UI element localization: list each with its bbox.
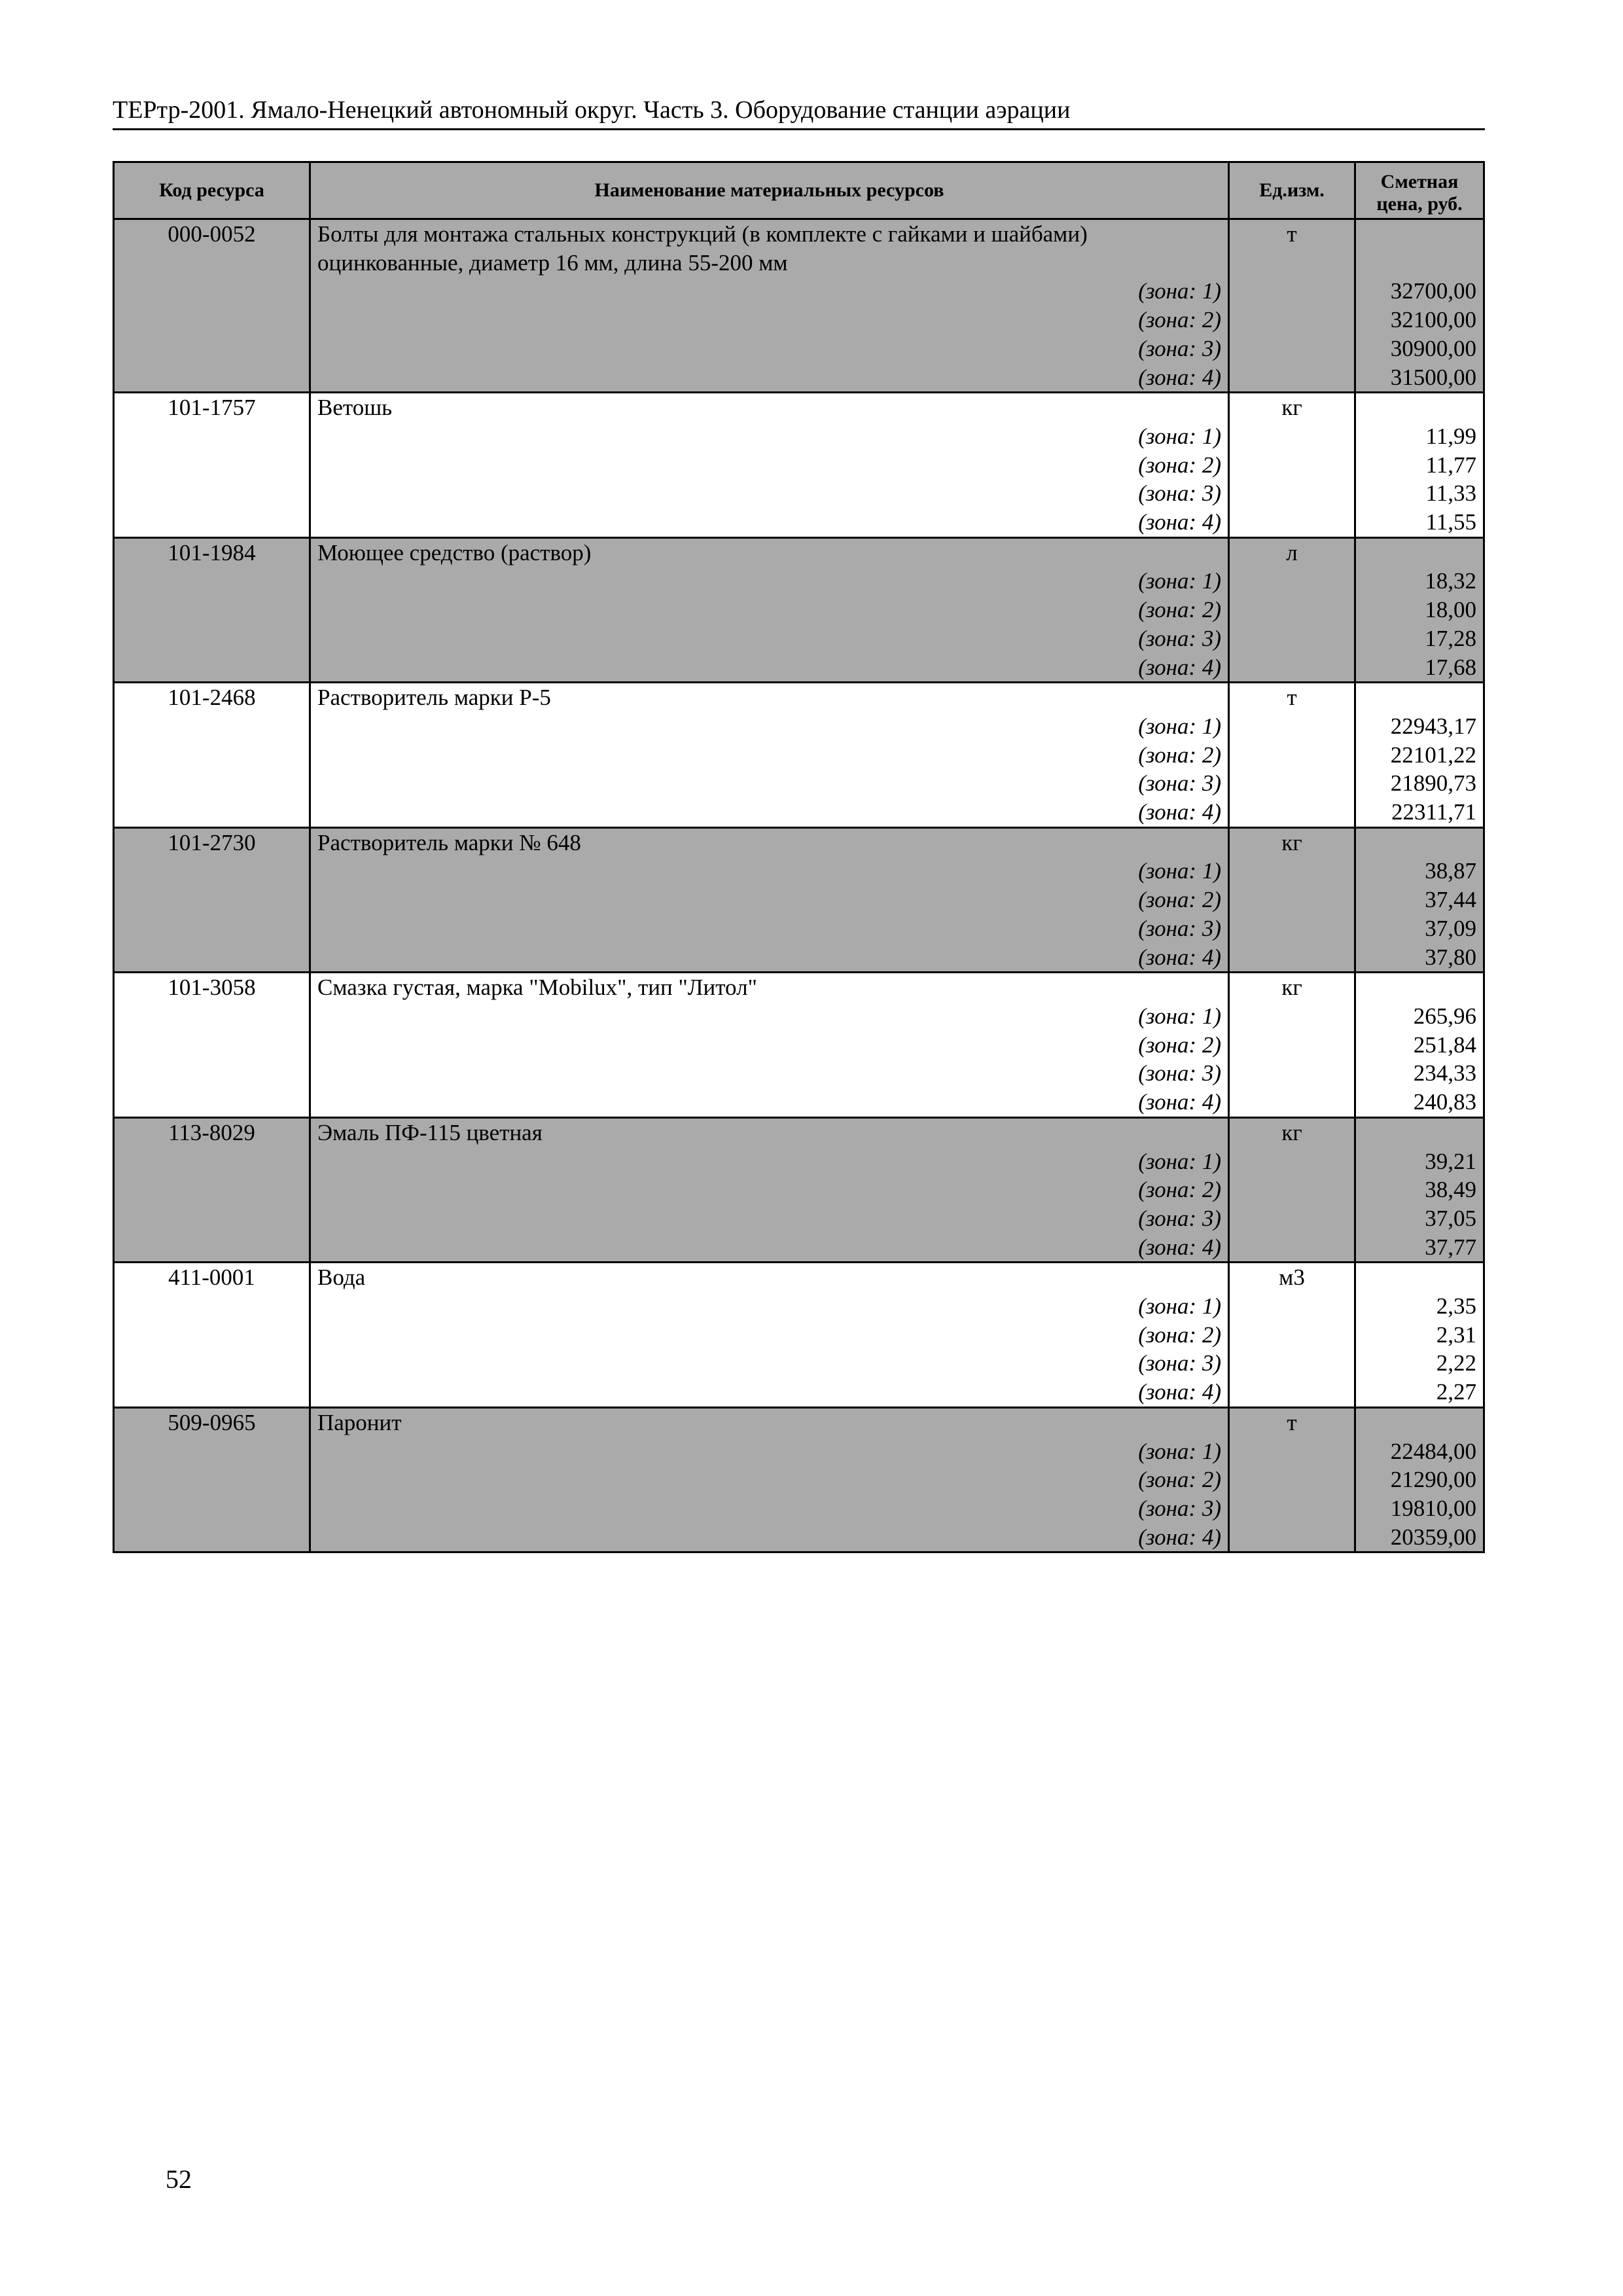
resource-group bbox=[114, 1263, 1484, 1408]
resource-unit-cell bbox=[1229, 277, 1355, 306]
zone-label: (зона: 2) bbox=[310, 451, 1229, 480]
resource-unit-cell bbox=[1229, 1321, 1355, 1350]
zone-price: 11,55 bbox=[1355, 508, 1484, 537]
resource-code-cell bbox=[114, 798, 310, 827]
zone-price: 39,21 bbox=[1355, 1147, 1484, 1176]
resource-unit-cell bbox=[1229, 508, 1355, 537]
resource-code-cell bbox=[114, 249, 310, 278]
resource-code-cell bbox=[114, 422, 310, 451]
zone-label: (зона: 2) bbox=[310, 306, 1229, 334]
table-header bbox=[114, 162, 1484, 219]
zone-label: (зона: 1) bbox=[310, 1147, 1229, 1176]
zone-label: (зона: 3) bbox=[310, 479, 1229, 508]
zone-price-row bbox=[114, 886, 1484, 914]
resource-unit-cell bbox=[1229, 653, 1355, 683]
table-row bbox=[114, 1407, 1484, 1437]
zone-price-row bbox=[114, 1147, 1484, 1176]
zone-price: 265,96 bbox=[1355, 1002, 1484, 1031]
resource-unit-cell bbox=[1229, 1437, 1355, 1466]
price-cell bbox=[1355, 393, 1484, 422]
resource-code-cell bbox=[114, 363, 310, 393]
resource-unit: кг bbox=[1229, 1117, 1355, 1147]
resource-name-line: Паронит bbox=[310, 1407, 1229, 1437]
price-cell bbox=[1355, 1117, 1484, 1147]
table-row bbox=[114, 537, 1484, 567]
zone-label: (зона: 1) bbox=[310, 1292, 1229, 1321]
resource-unit-cell bbox=[1229, 1088, 1355, 1117]
resource-unit: т bbox=[1229, 683, 1355, 712]
resource-group bbox=[114, 1407, 1484, 1552]
zone-price-row bbox=[114, 1002, 1484, 1031]
resource-unit: кг bbox=[1229, 393, 1355, 422]
zone-price-row bbox=[114, 479, 1484, 508]
zone-price-row bbox=[114, 624, 1484, 653]
zone-label: (зона: 1) bbox=[310, 422, 1229, 451]
resource-unit-cell bbox=[1229, 1031, 1355, 1060]
zone-price: 38,49 bbox=[1355, 1175, 1484, 1204]
zone-price-row bbox=[114, 741, 1484, 770]
resource-unit-cell bbox=[1229, 1523, 1355, 1552]
zone-price: 37,05 bbox=[1355, 1204, 1484, 1233]
zone-label: (зона: 2) bbox=[310, 741, 1229, 770]
zone-price: 2,31 bbox=[1355, 1321, 1484, 1350]
zone-label: (зона: 1) bbox=[310, 1002, 1229, 1031]
resource-name-line: оцинкованные, диаметр 16 мм, длина 55-200 мм bbox=[310, 249, 1229, 278]
column-header-name: Наименование материальных ресурсов bbox=[310, 162, 1229, 219]
resource-group bbox=[114, 1117, 1484, 1263]
resource-unit-cell bbox=[1229, 1147, 1355, 1176]
zone-price: 37,80 bbox=[1355, 943, 1484, 973]
zone-price: 18,32 bbox=[1355, 567, 1484, 596]
table-row bbox=[114, 683, 1484, 712]
zone-price-row bbox=[114, 1349, 1484, 1378]
zone-price-row bbox=[114, 422, 1484, 451]
resource-unit: л bbox=[1229, 537, 1355, 567]
zone-label: (зона: 4) bbox=[310, 1233, 1229, 1263]
zone-price-row bbox=[114, 914, 1484, 943]
zone-price-row bbox=[114, 1059, 1484, 1088]
resource-unit-cell bbox=[1229, 1002, 1355, 1031]
zone-label: (зона: 3) bbox=[310, 914, 1229, 943]
zone-price-row bbox=[114, 1175, 1484, 1204]
resource-code: 101-2468 bbox=[114, 683, 310, 712]
zone-price: 22101,22 bbox=[1355, 741, 1484, 770]
zone-price-row bbox=[114, 1465, 1484, 1494]
zone-price: 30900,00 bbox=[1355, 334, 1484, 363]
resource-unit-cell bbox=[1229, 1292, 1355, 1321]
zone-label: (зона: 1) bbox=[310, 567, 1229, 596]
zone-label: (зона: 3) bbox=[310, 624, 1229, 653]
resource-unit-cell bbox=[1229, 712, 1355, 741]
resource-name-line: Смазка густая, марка "Mobilux", тип "Литол" bbox=[310, 973, 1229, 1002]
resource-code-cell bbox=[114, 1175, 310, 1204]
resource-group bbox=[114, 393, 1484, 538]
resource-group bbox=[114, 683, 1484, 828]
resource-code-cell bbox=[114, 1494, 310, 1523]
resource-unit-cell bbox=[1229, 451, 1355, 480]
resource-code: 101-2730 bbox=[114, 827, 310, 857]
resource-code-cell bbox=[114, 624, 310, 653]
resource-code-cell bbox=[114, 1292, 310, 1321]
zone-price-row bbox=[114, 508, 1484, 537]
table-row bbox=[114, 249, 1484, 278]
zone-price-row bbox=[114, 1031, 1484, 1060]
resource-unit-cell bbox=[1229, 624, 1355, 653]
column-header-code: Код ресурса bbox=[114, 162, 310, 219]
table-row bbox=[114, 393, 1484, 422]
zone-label: (зона: 1) bbox=[310, 857, 1229, 886]
zone-price: 22484,00 bbox=[1355, 1437, 1484, 1466]
zone-label: (зона: 3) bbox=[310, 1059, 1229, 1088]
zone-price-row bbox=[114, 1321, 1484, 1350]
price-cell bbox=[1355, 683, 1484, 712]
zone-price: 2,22 bbox=[1355, 1349, 1484, 1378]
resource-unit-cell bbox=[1229, 798, 1355, 827]
resource-code-cell bbox=[114, 712, 310, 741]
resource-code: 509-0965 bbox=[114, 1407, 310, 1437]
resource-unit: т bbox=[1229, 1407, 1355, 1437]
resource-code-cell bbox=[114, 1437, 310, 1466]
column-header-unit: Ед.изм. bbox=[1229, 162, 1355, 219]
table-row bbox=[114, 219, 1484, 249]
zone-price-row bbox=[114, 769, 1484, 798]
resource-code-cell bbox=[114, 1378, 310, 1407]
zone-price-row bbox=[114, 596, 1484, 624]
resource-code-cell bbox=[114, 451, 310, 480]
resource-unit-cell bbox=[1229, 1378, 1355, 1407]
zone-price-row bbox=[114, 1494, 1484, 1523]
resource-unit-cell bbox=[1229, 741, 1355, 770]
price-cell bbox=[1355, 1263, 1484, 1292]
resource-unit: кг bbox=[1229, 827, 1355, 857]
resource-code: 101-1757 bbox=[114, 393, 310, 422]
zone-label: (зона: 2) bbox=[310, 1031, 1229, 1060]
resource-unit-cell bbox=[1229, 306, 1355, 334]
zone-price: 2,27 bbox=[1355, 1378, 1484, 1407]
resource-code-cell bbox=[114, 741, 310, 770]
resource-code-cell bbox=[114, 1031, 310, 1060]
resource-code: 113-8029 bbox=[114, 1117, 310, 1147]
resource-code-cell bbox=[114, 914, 310, 943]
zone-price-row bbox=[114, 306, 1484, 334]
zone-price: 11,77 bbox=[1355, 451, 1484, 480]
zone-price: 19810,00 bbox=[1355, 1494, 1484, 1523]
zone-price: 21290,00 bbox=[1355, 1465, 1484, 1494]
zone-label: (зона: 3) bbox=[310, 769, 1229, 798]
zone-price: 22943,17 bbox=[1355, 712, 1484, 741]
zone-label: (зона: 2) bbox=[310, 1465, 1229, 1494]
page-number: 52 bbox=[166, 2164, 192, 2194]
resource-price-table bbox=[113, 161, 1485, 1553]
resource-code-cell bbox=[114, 769, 310, 798]
resource-code-cell bbox=[114, 1002, 310, 1031]
zone-price: 37,09 bbox=[1355, 914, 1484, 943]
resource-code: 411-0001 bbox=[114, 1263, 310, 1292]
zone-label: (зона: 2) bbox=[310, 596, 1229, 624]
zone-label: (зона: 1) bbox=[310, 277, 1229, 306]
resource-name-line: Моющее средство (раствор) bbox=[310, 537, 1229, 567]
zone-label: (зона: 4) bbox=[310, 1523, 1229, 1552]
resource-code-cell bbox=[114, 567, 310, 596]
table-row bbox=[114, 827, 1484, 857]
zone-price-row bbox=[114, 943, 1484, 973]
resource-code: 101-1984 bbox=[114, 537, 310, 567]
resource-unit-cell bbox=[1229, 249, 1355, 278]
table-row bbox=[114, 1117, 1484, 1147]
resource-code: 101-3058 bbox=[114, 973, 310, 1002]
resource-unit: т bbox=[1229, 219, 1355, 249]
zone-price: 32100,00 bbox=[1355, 306, 1484, 334]
resource-code-cell bbox=[114, 1059, 310, 1088]
resource-unit-cell bbox=[1229, 1465, 1355, 1494]
zone-price: 251,84 bbox=[1355, 1031, 1484, 1060]
resource-code-cell bbox=[114, 1523, 310, 1552]
zone-label: (зона: 4) bbox=[310, 363, 1229, 393]
resource-group bbox=[114, 537, 1484, 683]
resource-unit-cell bbox=[1229, 363, 1355, 393]
resource-code-cell bbox=[114, 1465, 310, 1494]
zone-label: (зона: 2) bbox=[310, 1321, 1229, 1350]
zone-label: (зона: 4) bbox=[310, 943, 1229, 973]
zone-price: 21890,73 bbox=[1355, 769, 1484, 798]
resource-unit-cell bbox=[1229, 914, 1355, 943]
resource-code-cell bbox=[114, 1321, 310, 1350]
resource-code: 000-0052 bbox=[114, 219, 310, 249]
zone-label: (зона: 3) bbox=[310, 1349, 1229, 1378]
column-header-price bbox=[1355, 162, 1484, 219]
resource-unit-cell bbox=[1229, 1494, 1355, 1523]
zone-price: 32700,00 bbox=[1355, 277, 1484, 306]
resource-code-cell bbox=[114, 857, 310, 886]
zone-price-row bbox=[114, 712, 1484, 741]
resource-code-cell bbox=[114, 1147, 310, 1176]
zone-price-row bbox=[114, 451, 1484, 480]
zone-label: (зона: 3) bbox=[310, 1204, 1229, 1233]
resource-code-cell bbox=[114, 886, 310, 914]
resource-unit-cell bbox=[1229, 857, 1355, 886]
resource-name-line: Эмаль ПФ-115 цветная bbox=[310, 1117, 1229, 1147]
resource-code-cell bbox=[114, 508, 310, 537]
resource-name-line: Растворитель марки Р-5 bbox=[310, 683, 1229, 712]
resource-unit-cell bbox=[1229, 422, 1355, 451]
page-header: ТЕРтр-2001. Ямало-Ненецкий автономный округ. Часть 3. Оборудование станции аэрации bbox=[113, 93, 1485, 130]
zone-price: 18,00 bbox=[1355, 596, 1484, 624]
resource-name-line: Болты для монтажа стальных конструкций (в комплекте с гайками и шайбами) bbox=[310, 219, 1229, 249]
zone-label: (зона: 4) bbox=[310, 653, 1229, 683]
zone-price: 22311,71 bbox=[1355, 798, 1484, 827]
resource-unit-cell bbox=[1229, 479, 1355, 508]
zone-label: (зона: 4) bbox=[310, 1378, 1229, 1407]
zone-price: 37,44 bbox=[1355, 886, 1484, 914]
zone-price-row bbox=[114, 857, 1484, 886]
resource-unit-cell bbox=[1229, 1059, 1355, 1088]
resource-code-cell bbox=[114, 306, 310, 334]
price-cell bbox=[1355, 249, 1484, 278]
resource-group bbox=[114, 219, 1484, 393]
zone-price: 2,35 bbox=[1355, 1292, 1484, 1321]
zone-label: (зона: 2) bbox=[310, 886, 1229, 914]
resource-unit: м3 bbox=[1229, 1263, 1355, 1292]
resource-unit-cell bbox=[1229, 334, 1355, 363]
resource-code-cell bbox=[114, 1233, 310, 1263]
zone-price: 11,33 bbox=[1355, 479, 1484, 508]
resource-code-cell bbox=[114, 1204, 310, 1233]
resource-code-cell bbox=[114, 653, 310, 683]
resource-unit-cell bbox=[1229, 1349, 1355, 1378]
zone-price: 17,68 bbox=[1355, 653, 1484, 683]
column-header-price-line1: Сметная bbox=[1380, 171, 1459, 192]
zone-price-row bbox=[114, 277, 1484, 306]
price-cell bbox=[1355, 1407, 1484, 1437]
zone-price: 20359,00 bbox=[1355, 1523, 1484, 1552]
resource-name-line: Растворитель марки № 648 bbox=[310, 827, 1229, 857]
zone-price: 17,28 bbox=[1355, 624, 1484, 653]
zone-label: (зона: 3) bbox=[310, 334, 1229, 363]
column-header-price-line2: цена, руб. bbox=[1376, 193, 1463, 215]
zone-price-row bbox=[114, 567, 1484, 596]
resource-code-cell bbox=[114, 1349, 310, 1378]
price-cell bbox=[1355, 827, 1484, 857]
resource-unit-cell bbox=[1229, 567, 1355, 596]
zone-price-row bbox=[114, 334, 1484, 363]
zone-price: 11,99 bbox=[1355, 422, 1484, 451]
zone-price-row bbox=[114, 653, 1484, 683]
resource-name-line: Ветошь bbox=[310, 393, 1229, 422]
zone-label: (зона: 4) bbox=[310, 1088, 1229, 1117]
resource-code-cell bbox=[114, 596, 310, 624]
zone-price: 234,33 bbox=[1355, 1059, 1484, 1088]
resource-group bbox=[114, 973, 1484, 1118]
resource-code-cell bbox=[114, 277, 310, 306]
resource-unit-cell bbox=[1229, 596, 1355, 624]
zone-price-row bbox=[114, 363, 1484, 393]
table-row bbox=[114, 973, 1484, 1002]
price-cell bbox=[1355, 973, 1484, 1002]
zone-price-row bbox=[114, 1523, 1484, 1552]
resource-code-cell bbox=[114, 943, 310, 973]
zone-price-row bbox=[114, 1088, 1484, 1117]
zone-price: 37,77 bbox=[1355, 1233, 1484, 1263]
resource-unit-cell bbox=[1229, 1204, 1355, 1233]
zone-label: (зона: 1) bbox=[310, 712, 1229, 741]
zone-price: 240,83 bbox=[1355, 1088, 1484, 1117]
table-row bbox=[114, 1263, 1484, 1292]
zone-price-row bbox=[114, 1437, 1484, 1466]
price-cell bbox=[1355, 219, 1484, 249]
resource-code-cell bbox=[114, 1088, 310, 1117]
zone-price: 31500,00 bbox=[1355, 363, 1484, 393]
zone-label: (зона: 1) bbox=[310, 1437, 1229, 1466]
resource-code-cell bbox=[114, 334, 310, 363]
resource-name-line: Вода bbox=[310, 1263, 1229, 1292]
zone-price-row bbox=[114, 1233, 1484, 1263]
resource-unit: кг bbox=[1229, 973, 1355, 1002]
zone-price-row bbox=[114, 1292, 1484, 1321]
resource-code-cell bbox=[114, 479, 310, 508]
resource-unit-cell bbox=[1229, 769, 1355, 798]
zone-price-row bbox=[114, 1378, 1484, 1407]
zone-price: 38,87 bbox=[1355, 857, 1484, 886]
resource-unit-cell bbox=[1229, 886, 1355, 914]
zone-label: (зона: 4) bbox=[310, 508, 1229, 537]
resource-unit-cell bbox=[1229, 1175, 1355, 1204]
resource-group bbox=[114, 827, 1484, 973]
zone-label: (зона: 4) bbox=[310, 798, 1229, 827]
zone-price-row bbox=[114, 1204, 1484, 1233]
zone-label: (зона: 2) bbox=[310, 1175, 1229, 1204]
price-cell bbox=[1355, 537, 1484, 567]
zone-price-row bbox=[114, 798, 1484, 827]
zone-label: (зона: 3) bbox=[310, 1494, 1229, 1523]
resource-unit-cell bbox=[1229, 1233, 1355, 1263]
resource-unit-cell bbox=[1229, 943, 1355, 973]
